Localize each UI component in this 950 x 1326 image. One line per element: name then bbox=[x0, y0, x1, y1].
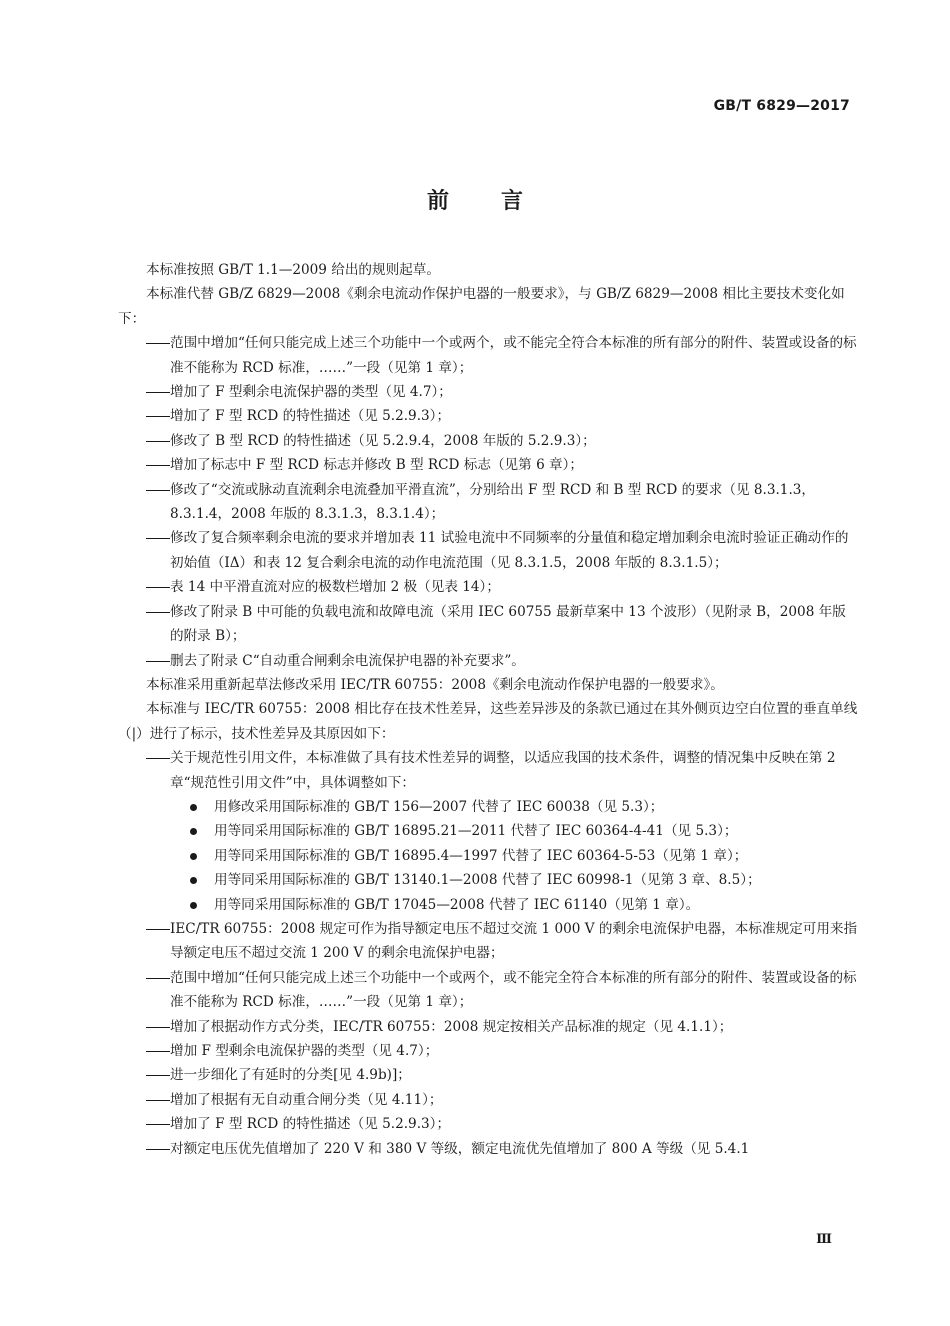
dash-item-text: 增加了 F 型 RCD 的特性描述（见 5.2.9.3）； bbox=[170, 408, 451, 425]
dash-list-item bbox=[118, 1112, 858, 1136]
bullet-dot-icon bbox=[190, 828, 197, 835]
standard-number: GB/T 6829—2017 bbox=[713, 98, 850, 114]
dash-list-item bbox=[118, 649, 858, 673]
page-title: 前言 bbox=[426, 189, 575, 214]
dash-item-text: 增加了根据有无自动重合闸分类（见 4.11）； bbox=[170, 1091, 443, 1108]
dash-item-text: 增加了 F 型剩余电流保护器的类型（见 4.7）； bbox=[170, 384, 452, 401]
bullet-item-text: 用等同采用国际标准的 GB/T 16895.4—1997 代替了 IEC 60364-5-53（见第 1 章）； bbox=[214, 847, 748, 864]
dash-list-item bbox=[118, 917, 858, 966]
dash-list-item bbox=[118, 575, 858, 599]
bullet-dot-icon bbox=[190, 877, 197, 884]
preface-body bbox=[118, 258, 858, 1161]
dash-list-item bbox=[118, 600, 858, 649]
dash-list-item bbox=[118, 1088, 858, 1112]
dash-item-text: 修改了 B 型 RCD 的特性描述（见 5.2.9.4，2008 年版的 5.2.9.3）； bbox=[170, 432, 596, 449]
dash-item-text: 进一步细化了有延时的分类[见 4.9b)]； bbox=[170, 1067, 411, 1084]
paragraph bbox=[118, 673, 858, 697]
dash-item-text: 增加 F 型剩余电流保护器的类型（见 4.7）； bbox=[170, 1043, 439, 1059]
dash-list-item bbox=[118, 966, 858, 1015]
bullet-item-text: 用等同采用国际标准的 GB/T 13140.1—2008 代替了 IEC 60998-1（见第 3 章、8.5）； bbox=[214, 872, 761, 889]
dash-list-item bbox=[118, 380, 858, 404]
bullet-item-text: 用等同采用国际标准的 GB/T 16895.21—2011 代替了 IEC 60364-4-41（见 5.3）； bbox=[214, 823, 738, 840]
dash-item-text: 删去了附录 C“自动重合闸剩余电流保护电器的补充要求”。 bbox=[170, 652, 525, 669]
dash-list-item bbox=[118, 453, 858, 477]
dash-list-item bbox=[118, 1039, 858, 1063]
dash-item-text: 增加了 F 型 RCD 的特性描述（见 5.2.9.3）； bbox=[170, 1116, 451, 1133]
bullet-dot-icon bbox=[190, 804, 197, 811]
dash-item-text: 对额定电压优先值增加了 220 V 和 380 V 等级，额定电流优先值增加了 800 A 等级（见 5.4.1 bbox=[170, 1140, 750, 1157]
bullet-item-text: 用修改采用国际标准的 GB/T 156—2007 代替了 IEC 60038（见 5.3）； bbox=[214, 798, 664, 815]
bullet-list-item bbox=[118, 819, 858, 843]
paragraph-text: 本标准采用重新起草法修改采用 IEC/TR 60755：2008《剩余电流动作保护电器的一般要求》。 bbox=[146, 676, 724, 693]
dash-item-text: IEC/TR 60755：2008 规定可作为指导额定电压不超过交流 1 000 V 的剩余电流保护电器，本标准规定可用来指导额定电压不超过交流 1 200 V 的剩余电流保护电器； bbox=[170, 920, 858, 962]
bullet-list-item bbox=[118, 893, 858, 917]
bullet-item-text: 用等同采用国际标准的 GB/T 17045—2008 代替了 IEC 61140（见第 1 章）。 bbox=[214, 896, 700, 913]
dash-item-text: 修改了附录 B 中可能的负载电流和故障电流（采用 IEC 60755 最新草案中 13 个波形）（见附录 B，2008 年版的附录 B）； bbox=[170, 603, 846, 645]
dash-item-text: 关于规范性引用文件，本标准做了具有技术性差异的调整，以适应我国的技术条件，调整的情况集中反映在第 2 章“规范性引用文件”中，具体调整如下： bbox=[170, 750, 836, 791]
dash-list-item bbox=[118, 746, 858, 795]
dash-list-item bbox=[118, 478, 858, 527]
dash-item-text: 范围中增加“任何只能完成上述三个功能中一个或两个，或不能完全符合本标准的所有部分的附件、装置或设备的标准不能称为 RCD 标准，……”一段（见第 1 章）； bbox=[170, 335, 857, 376]
bullet-list-item bbox=[118, 844, 858, 868]
dash-list-item bbox=[118, 1137, 858, 1161]
paragraph-text: 本标准按照 GB/T 1.1—2009 给出的规则起草。 bbox=[146, 262, 440, 278]
dash-list-item bbox=[118, 1063, 858, 1087]
bullet-dot-icon bbox=[190, 853, 197, 860]
bullet-list-item bbox=[118, 795, 858, 819]
bullet-dot-icon bbox=[190, 902, 197, 909]
dash-list-item bbox=[118, 429, 858, 453]
dash-list-item bbox=[118, 1015, 858, 1039]
dash-item-text: 表 14 中平滑直流对应的极数栏增加 2 极（见表 14）； bbox=[170, 579, 500, 596]
paragraph bbox=[118, 258, 858, 282]
bullet-list-item bbox=[118, 868, 858, 892]
dash-list-item bbox=[118, 404, 858, 428]
paragraph bbox=[118, 697, 858, 746]
dash-item-text: 增加了标志中 F 型 RCD 标志并修改 B 型 RCD 标志（见第 6 章）； bbox=[170, 457, 584, 474]
paragraph-text: 本标准与 IEC/TR 60755：2008 相比存在技术性差异，这些差异涉及的条款已通过在其外侧页边空白位置的垂直单线（|）进行了标示，技术性差异及其原因如下： bbox=[118, 701, 858, 742]
paragraph bbox=[118, 282, 858, 331]
dash-item-text: 增加了根据动作方式分类，IEC/TR 60755：2008 规定按相关产品标准的规定（见 4.1.1）； bbox=[170, 1018, 733, 1035]
dash-item-text: 范围中增加“任何只能完成上述三个功能中一个或两个，或不能完全符合本标准的所有部分的附件、装置或设备的标准不能称为 RCD 标准，……”一段（见第 1 章）； bbox=[170, 969, 857, 1011]
dash-item-text: 修改了复合频率剩余电流的要求并增加表 11 试验电流中不同频率的分量值和稳定增加剩余电流时验证正确动作的初始值（IΔ）和表 12 复合剩余电流的动作电流范围（见 8.3.1.5，2008 年版的 8.3.1.5）； bbox=[170, 530, 849, 571]
dash-item-text: 修改了“交流或脉动直流剩余电流叠加平滑直流”，分别给出 F 型 RCD 和 B 型 RCD 的要求（见 8.3.1.3，8.3.1.4，2008 年版的 8.3.1.3，8.3.1.4）； bbox=[170, 481, 816, 523]
paragraph-text: 本标准代替 GB/Z 6829—2008《剩余电流动作保护电器的一般要求》，与 GB/Z 6829—2008 相比主要技术变化如下： bbox=[118, 286, 845, 327]
dash-list-item bbox=[118, 526, 858, 575]
dash-list-item bbox=[118, 331, 858, 380]
page-number: Ⅲ bbox=[816, 1232, 832, 1247]
